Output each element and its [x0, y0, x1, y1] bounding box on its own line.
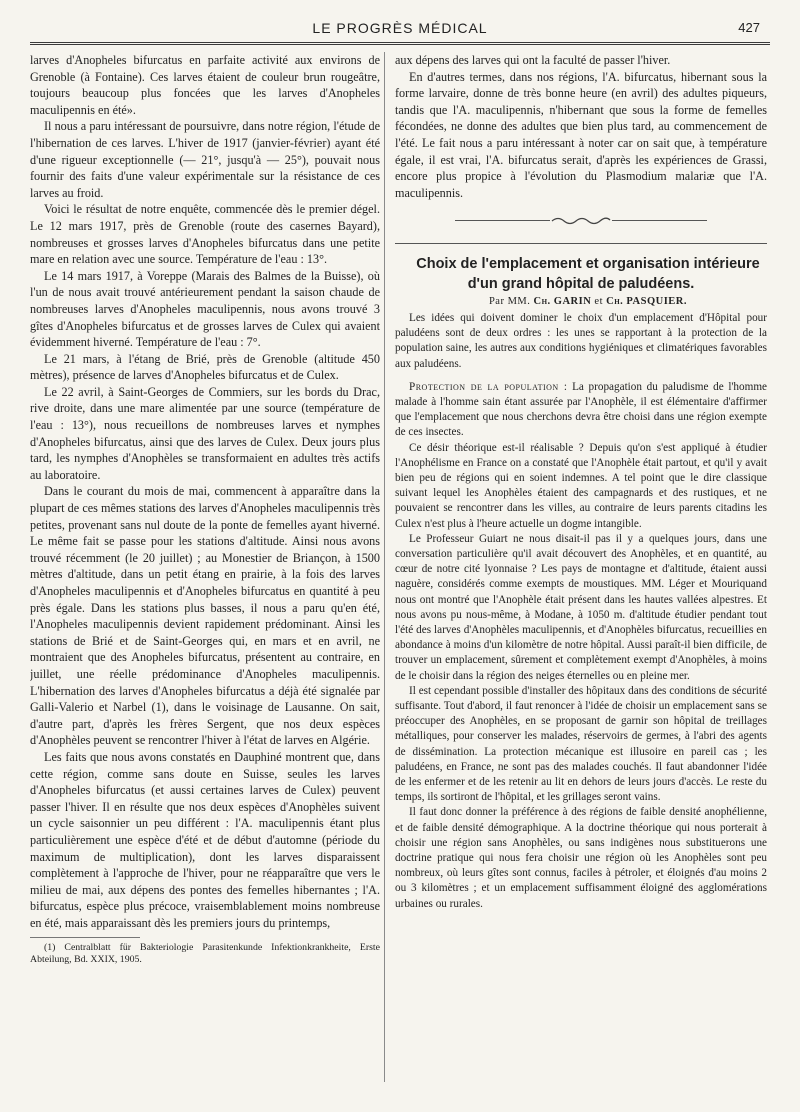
byline-prefix: Par MM.	[488, 296, 531, 308]
paragraph: larves d'Anopheles bifurcatus en parfaite activité aux environs de Grenoble (à Fontaine). Ces larves étaient de couleur brun rougeâtre, toujours beaucoup plus foncées que les larves d'Anopheles maculipennis en été».	[30, 53, 380, 117]
author-name: Ch. PASQUIER.	[606, 296, 688, 308]
paragraph: Le 21 mars, à l'étang de Brié, près de Grenoble (altitude 450 mètres), présence de larves d'Anopheles bifurcatus et de Culex.	[30, 351, 380, 383]
paragraph: Le 22 avril, à Saint-Georges de Commiers, sur les bords du Drac, rive droite, dans une mare alimentée par une source (température de l'eau : 13°), nous recueillons de nombreuses larves et nymphes d'Anopheles bifurcatus, ainsi que des larves de Culex. Deux jours plus tard, les nymphes d'Anophèles se transformaient en adultes très actifs au laboratoire.	[30, 384, 380, 482]
section-paragraph	[395, 380, 767, 441]
byline	[395, 294, 767, 311]
footnote-rule	[30, 937, 140, 938]
paragraph: Voici le résultat de notre enquête, commencée dès le premier dégel. Le 12 mars 1917, près de Grenoble (route des casernes Bayard), nombreuses et grosses larves d'Anopheles bifurcatus dans une petite mare en relation avec une source. Température de l'eau : 13°.	[30, 202, 380, 267]
section-ornament	[395, 215, 767, 225]
article-intro: Les idées qui doivent dominer le choix d'un emplacement d'Hôpital pour paludéens sont de deux ordres : les unes se rapportant à la protection de la population saine, les autres aux conditions hygiéniques et climatériques favorables aux paludéens.	[395, 311, 767, 370]
running-header	[30, 18, 770, 45]
paragraph: aux dépens des larves qui ont la faculté de passer l'hiver.	[395, 53, 671, 67]
page-number: 427	[738, 20, 760, 35]
author-name: Ch. GARIN	[533, 296, 592, 308]
right-column	[395, 52, 767, 1097]
ornament-line	[612, 220, 707, 221]
left-column	[30, 52, 380, 1082]
byline-and: et	[594, 296, 603, 308]
section-heading: Protection de la population :	[409, 380, 568, 393]
paragraph: Les faits que nous avons constatés en Dauphiné montrent que, dans cette région, comme sans doute en Suisse, seules les larves d'Anopheles bifurcatus (et aussi certaines larves de Culex) peuvent passer l'hiver. Il en résulte que nos deux espèces d'Anophèles suivent un cycle saisonnier un peu différent : l'A. maculipennis étant plus particulièrement une espèce d'été et de début d'automne (période du maximum de multiplication), dont les larves disparaissent complètement à l'approche de l'hiver, pour ne réapparaître que vers le milieu de mai, aux dépens des pontes des femelles hibernantes ; l'A. bifurcatus, espèce plus précoce, vraisemblablement moins nombreuse en été, mais apparaissant dès les premiers jours du printemps,	[30, 749, 380, 930]
paragraph: Le Professeur Guiart ne nous disait-il pas il y a quelques jours, dans une conversation particulière qu'il avait découvert des Anophèles, et en quantité, au cœur de notre cité lyonnaise ? Les pays de montagne et d'altitude, étaient aussi naguère, considérés comme exempts de moustiques. MM. Léger et Mouriquand nous ont montré que l'Anophèle était présent dans les hautes vallées alpestres. Et nous avons pu nous-même, à Modane, à 1050 m. d'altitude étudier pendant tout l'été des larves d'Anophèles maculipennis, et d'Anophèles bifurcatus, recueillies en abondance à moins d'un kilomètre de notre hôpital. Aussi paraît-il bien difficile, de trouver un emplacement, sûrement et complètement exempt d'Anophèles, à moins de le choisir dans la région des neiges éternelles ou en pleine mer.	[395, 532, 767, 682]
section-text: La propagation du paludisme de l'homme malade à l'homme sain étant assurée par l'Anophèle, il est élémentaire d'affirmer que l'emplacement que nous cherchons devra être choisi dans une région exempte de ces insectes.	[395, 380, 767, 439]
paragraph: Ce désir théorique est-il réalisable ? Depuis qu'on s'est appliqué à étudier l'Anophélisme en France on a constaté que l'Anophèle était partout, et qu'il y avait bien peu de régions qui en soient indemnes. A tel point que le dire classique suivant lequel les Anophèles étaient des campagnards et des rustiques, et ne pouvaient se rencontrer dans les villes, au contraire de leurs parents citadins les Culex n'est plus à l'heure actuelle un dogme intangible.	[395, 441, 767, 530]
paragraph: En d'autres termes, dans nos régions, l'A. bifurcatus, hibernant sous la forme larvaire, donne de très bonne heure (en avril) des adultes piqueurs, tandis que l'A. maculipennis, n'hibernant que sous la forme de femelles fécondées, ne donne des adultes que bien plus tard, au commencement de l'été. Le fait nous a paru intéressant à noter car on sait que, à température égale, il est vrai, l'A. bifurcatus serait, d'après les expériences de Grassi, encore plus propice à l'évolution du Plasmodium malariæ que l'A. maculipennis.	[395, 69, 767, 200]
article-title: Choix de l'emplacement et organisation intérieure d'un grand hôpital de paludéens.	[416, 256, 760, 293]
paragraph: Il nous a paru intéressant de poursuivre, dans notre région, l'étude de l'hibernation de ces larves. L'hiver de 1917 (janvier-février) ayant été d'une rigueur exceptionnelle (— 21°, jusqu'à — 25°), pouvait nous fournir des faits d'une valeur expérimentale sur la résistance de ces larves au froid.	[30, 119, 380, 200]
journal-title: LE PROGRÈS MÉDICAL	[312, 20, 488, 36]
ornament-line	[455, 220, 550, 221]
paragraph: Dans le courant du mois de mai, commencent à apparaître dans la plupart de ces mêmes stations des larves d'Anopheles maculipennis très petites, provenant sans nul doute de la ponte de femelles ayant hiverné. Le même fait se passe pour les stations d'altitude. Ainsi nous avons trouvé récemment (le 20 juillet) ; au Monestier de Briançon, à 1500 mètres d'altitude, dans un petit étang en prairie, à la fois des larves d'Anopheles maculipennis et d'Anopheles bifurcatus en quantité à peu près égale. Dans les stations plus basses, il nous a paru qu'en été, l'Anopheles maculipennis devient rapidement prédominant. Ainsi les stations de Brié et de Saint-Georges qui, en mars et en avril, ne montraient que des Anopheles bifurcatus, présentent au contraire, en juillet, une réelle prédominance d'Anopheles maculipennis. L'hibernation des larves d'Anopheles bifurcatus a déjà été signalée par Galli-Valerio et Narbel (1), dans le voisinage de Lausanne. On sait, d'autre part, d'après les frères Sergent, que nos deux espèces d'Anophèles peuvent se rencontrer l'hiver à l'état de larves en Algérie.	[30, 484, 380, 748]
paragraph: Il est cependant possible d'installer des hôpitaux dans des conditions de sécurité suffisante. Tout d'abord, il faut renoncer à l'idée de choisir un emplacement sans se préoccuper des Anophèles, en se proposant de garnir son hôpital de treillages métalliques, pour conserver les malades, réservoirs de germes, à l'abri des agents de dissémination. La protection mécanique est illusoire en pareil cas ; les paludéens, en France, ne sont pas des malades couchés. Il faut abandonner l'idée de les enfermer et de les retenir au lit en dehors de leurs jours d'accès. Le reste du temps, ils sortiront de l'hôpital, et les grillages seront vains.	[395, 684, 767, 804]
column-divider	[384, 52, 385, 1082]
paragraph: Il faut donc donner la préférence à des régions de faible densité anophélienne, et de faible densité démographique. A la doctrine théorique qui nous porterait à choisir une région sans Anophèles, ou sans indigènes nous substituerons une doctrine pratique qui nous fera choisir une région où les Anophèles sont peu nombreux, où leurs gîtes sont connus, faciles à pétroler, et éloignés d'au moins 2 ou 3 kilomètres ; et un emplacement suffisamment éloigné des agglomérations urbaines ou rurales.	[395, 806, 767, 910]
flourish-icon	[550, 215, 612, 225]
footnote: (1) Centralblatt für Bakteriologie Parasitenkunde Infektionkrankheite, Erste Abteilung, Bd. XXIX, 1905.	[30, 942, 380, 966]
paragraph: Le 14 mars 1917, à Voreppe (Marais des Balmes de la Buisse), où l'un de nous avait trouvé antérieurement pendant la saison chaude de nombreuses larves d'Anopheles maculipennis, nous avons trouvé 3 gîtes d'Anopheles bifurcatus et de grosses larves de Culex qui avaient évidemment hiverné. Température de l'eau : 7°.	[30, 268, 380, 350]
article-rule	[395, 243, 767, 244]
